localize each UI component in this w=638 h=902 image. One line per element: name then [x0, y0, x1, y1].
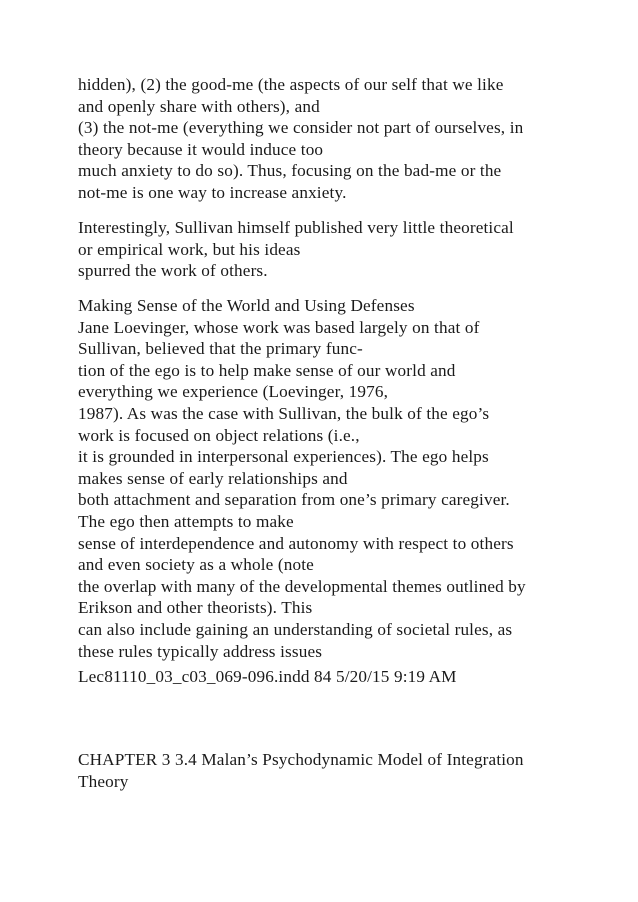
text-line: (3) the not-me (everything we consider not part of ourselves, in — [78, 118, 524, 138]
text-line: these rules typically address issues — [78, 641, 323, 661]
text-line: Interestingly, Sullivan himself published very little theoretical — [78, 218, 514, 237]
file-info-footer — [78, 666, 618, 688]
chapter-header-line: Theory — [78, 771, 129, 791]
text-line: the overlap with many of the developmental themes outlined by — [78, 576, 526, 596]
text-line: spurred the work of others. — [78, 261, 268, 281]
text-line: work is focused on object relations (i.e., — [78, 425, 360, 445]
text-line: both attachment and separation from one’s primary caregiver. — [78, 490, 510, 510]
text-line: Erikson and other theorists). This — [78, 598, 313, 618]
text-line: 1987). As was the case with Sullivan, the bulk of the ego’s — [78, 403, 490, 423]
text-line: much anxiety to do so). Thus, focusing on the bad-me or the — [78, 161, 502, 181]
paragraph-sullivan-work — [78, 217, 618, 282]
text-line: makes sense of early relationships and — [78, 468, 348, 488]
text-line: it is grounded in interpersonal experiences). The ego helps — [78, 447, 489, 467]
paragraph-loevinger — [78, 295, 618, 662]
text-line: or empirical work, but his ideas — [78, 239, 301, 259]
text-line: everything we experience (Loevinger, 1976, — [78, 382, 389, 402]
text-line: The ego then attempts to make — [78, 511, 294, 531]
section-heading-line: Making Sense of the World and Using Defenses — [78, 296, 415, 315]
text-line: not-me is one way to increase anxiety. — [78, 182, 347, 202]
chapter-header — [78, 749, 618, 792]
text-line: sense of interdependence and autonomy with respect to others — [78, 533, 514, 553]
text-line: and openly share with others), and — [78, 96, 320, 116]
text-line: Jane Loevinger, whose work was based largely on that of — [78, 317, 480, 337]
file-info-line: Lec81110_03_c03_069-096.indd 84 5/20/15 9:19 AM — [78, 667, 457, 686]
text-line: tion of the ego is to help make sense of our world and — [78, 360, 456, 380]
text-line: and even society as a whole (note — [78, 555, 314, 575]
text-line: can also include gaining an understanding of societal rules, as — [78, 619, 513, 639]
text-line: hidden), (2) the good-me (the aspects of our self that we like — [78, 75, 504, 94]
text-line: theory because it would induce too — [78, 139, 324, 159]
chapter-header-line: CHAPTER 3 3.4 Malan’s Psychodynamic Model of Integration — [78, 750, 524, 769]
paragraph-self-system — [78, 74, 618, 204]
text-line: Sullivan, believed that the primary func- — [78, 339, 363, 359]
